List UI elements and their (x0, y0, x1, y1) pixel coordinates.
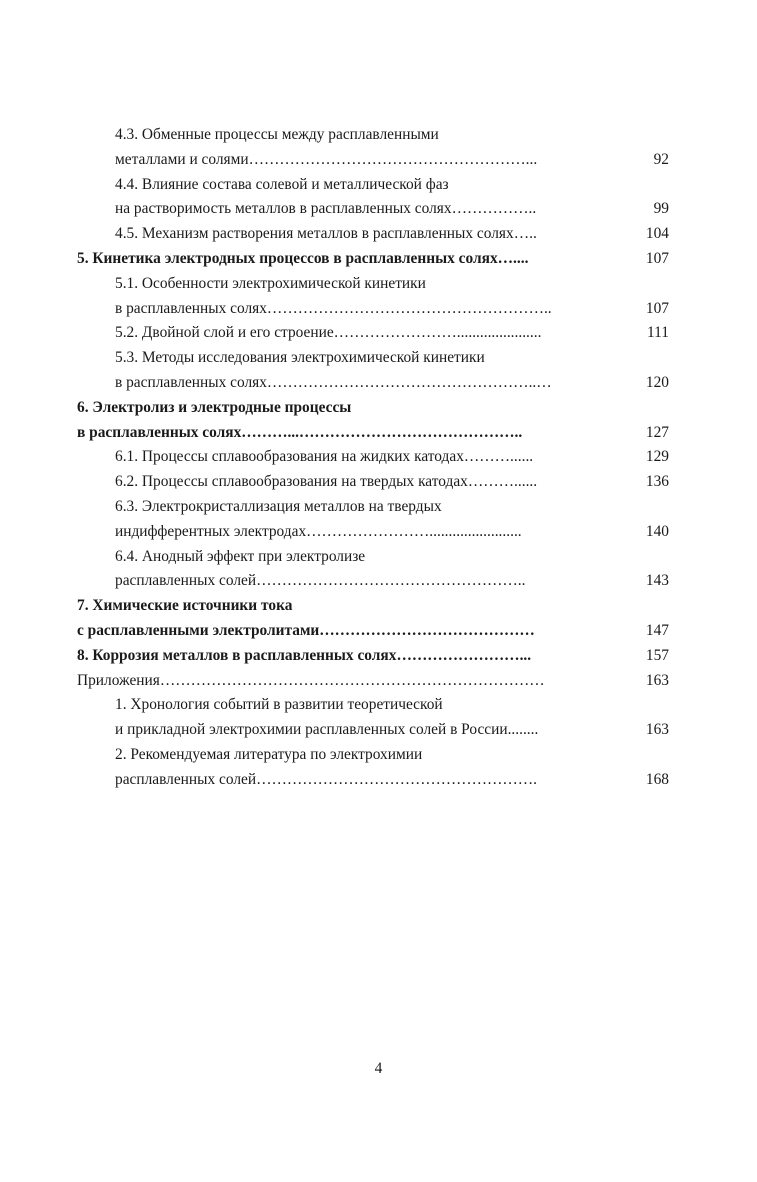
toc-entry-page: 163 (645, 671, 669, 689)
toc-entry-page: 143 (645, 572, 669, 590)
toc-entry-title: 5. Кинетика электродных процессов в расплавленных солях….... (77, 249, 529, 267)
toc-entry-title: расплавленных солей………………………………………………. (115, 770, 537, 788)
toc-entry-title: 7. Химические источники тока (77, 597, 293, 615)
toc-entry (77, 619, 669, 644)
toc-entry-title: с расплавленными электролитами…………………………………… (77, 621, 535, 639)
toc-entry-title: в расплавленных солях……………………………………………..… (115, 373, 552, 391)
toc-entry (77, 470, 669, 495)
toc-entry (77, 371, 669, 396)
toc-entry-title: 5.3. Методы исследования электрохимической кинетики (115, 349, 485, 367)
toc-entry-title: 6.1. Процессы сплавообразования на жидких катодах………...... (115, 448, 534, 466)
toc-entry-page: 140 (645, 522, 669, 540)
table-of-contents (77, 123, 669, 793)
toc-entry-page: 107 (645, 249, 669, 267)
toc-entry-title: и прикладной электрохимии расплавленных солей в России........ (115, 721, 539, 739)
toc-entry-title: Приложения………………………………………………………………… (77, 671, 545, 689)
toc-entry (77, 693, 669, 718)
toc-entry (77, 222, 669, 247)
toc-entry-title: 6. Электролиз и электродные процессы (77, 398, 352, 416)
toc-entry-title: 2. Рекомендуемая литература по электрохимии (115, 745, 423, 763)
toc-entry (77, 173, 669, 198)
toc-entry-page: 107 (645, 299, 669, 317)
toc-entry (77, 669, 669, 694)
toc-entry (77, 272, 669, 297)
toc-entry-page: 157 (645, 646, 669, 664)
toc-entry (77, 346, 669, 371)
toc-entry (77, 197, 669, 222)
toc-entry (77, 148, 669, 173)
toc-entry-page: 104 (645, 225, 669, 243)
toc-entry (77, 569, 669, 594)
toc-entry (77, 743, 669, 768)
toc-entry (77, 718, 669, 743)
toc-entry (77, 247, 669, 272)
toc-entry (77, 644, 669, 669)
toc-entry (77, 396, 669, 421)
toc-entry (77, 297, 669, 322)
toc-entry-title: 6.2. Процессы сплавообразования на твердых катодах………...... (115, 473, 538, 491)
toc-entry-page: 168 (645, 770, 669, 788)
toc-entry-title: металлами и солями………………………………………………... (115, 150, 538, 168)
toc-entry-title: 5.2. Двойной слой и его строение……………………...................... (115, 324, 542, 342)
toc-entry-title: 4.4. Влияние состава солевой и металлической фаз (115, 175, 449, 193)
toc-entry-page: 92 (653, 150, 669, 168)
toc-entry-title: 4.3. Обменные процессы между расплавленными (115, 126, 439, 143)
toc-entry-page: 147 (645, 621, 669, 639)
toc-entry-title: расплавленных солей…………………………………………….. (115, 572, 526, 590)
toc-entry-page: 136 (645, 473, 669, 491)
toc-entry-title: 5.1. Особенности электрохимической кинетики (115, 274, 426, 292)
toc-entry (77, 123, 669, 148)
toc-entry (77, 495, 669, 520)
toc-entry-title: 1. Хронология событий в развитии теоретической (115, 696, 443, 714)
toc-entry-title: индифферентных электродах……………………........................ (115, 522, 522, 540)
toc-entry (77, 520, 669, 545)
toc-entry-title: в расплавленных солях………...…………………………………….. (77, 423, 523, 441)
toc-entry (77, 445, 669, 470)
toc-entry (77, 421, 669, 446)
toc-entry (77, 768, 669, 793)
toc-entry-page: 111 (647, 324, 669, 342)
toc-entry-title: 6.3. Электрокристаллизация металлов на твердых (115, 497, 442, 515)
toc-entry (77, 545, 669, 570)
toc-entry (77, 594, 669, 619)
toc-entry (77, 321, 669, 346)
toc-entry-title: 4.5. Механизм растворения металлов в расплавленных солях….. (115, 225, 537, 243)
toc-entry-title: в расплавленных солях……………………………………………….. (115, 299, 552, 317)
toc-entry-page: 129 (645, 448, 669, 466)
toc-entry-title: 6.4. Анодный эффект при электролизе (115, 547, 366, 565)
toc-entry-page: 120 (645, 373, 669, 391)
toc-entry-page: 163 (645, 721, 669, 739)
toc-entry-page: 127 (645, 423, 669, 441)
page-number: 4 (374, 1060, 383, 1077)
toc-entry-title: 8. Коррозия металлов в расплавленных солях……………………... (77, 646, 532, 664)
toc-entry-page: 99 (653, 200, 669, 218)
toc-entry-title: на растворимость металлов в расплавленных солях…………….. (115, 200, 537, 218)
